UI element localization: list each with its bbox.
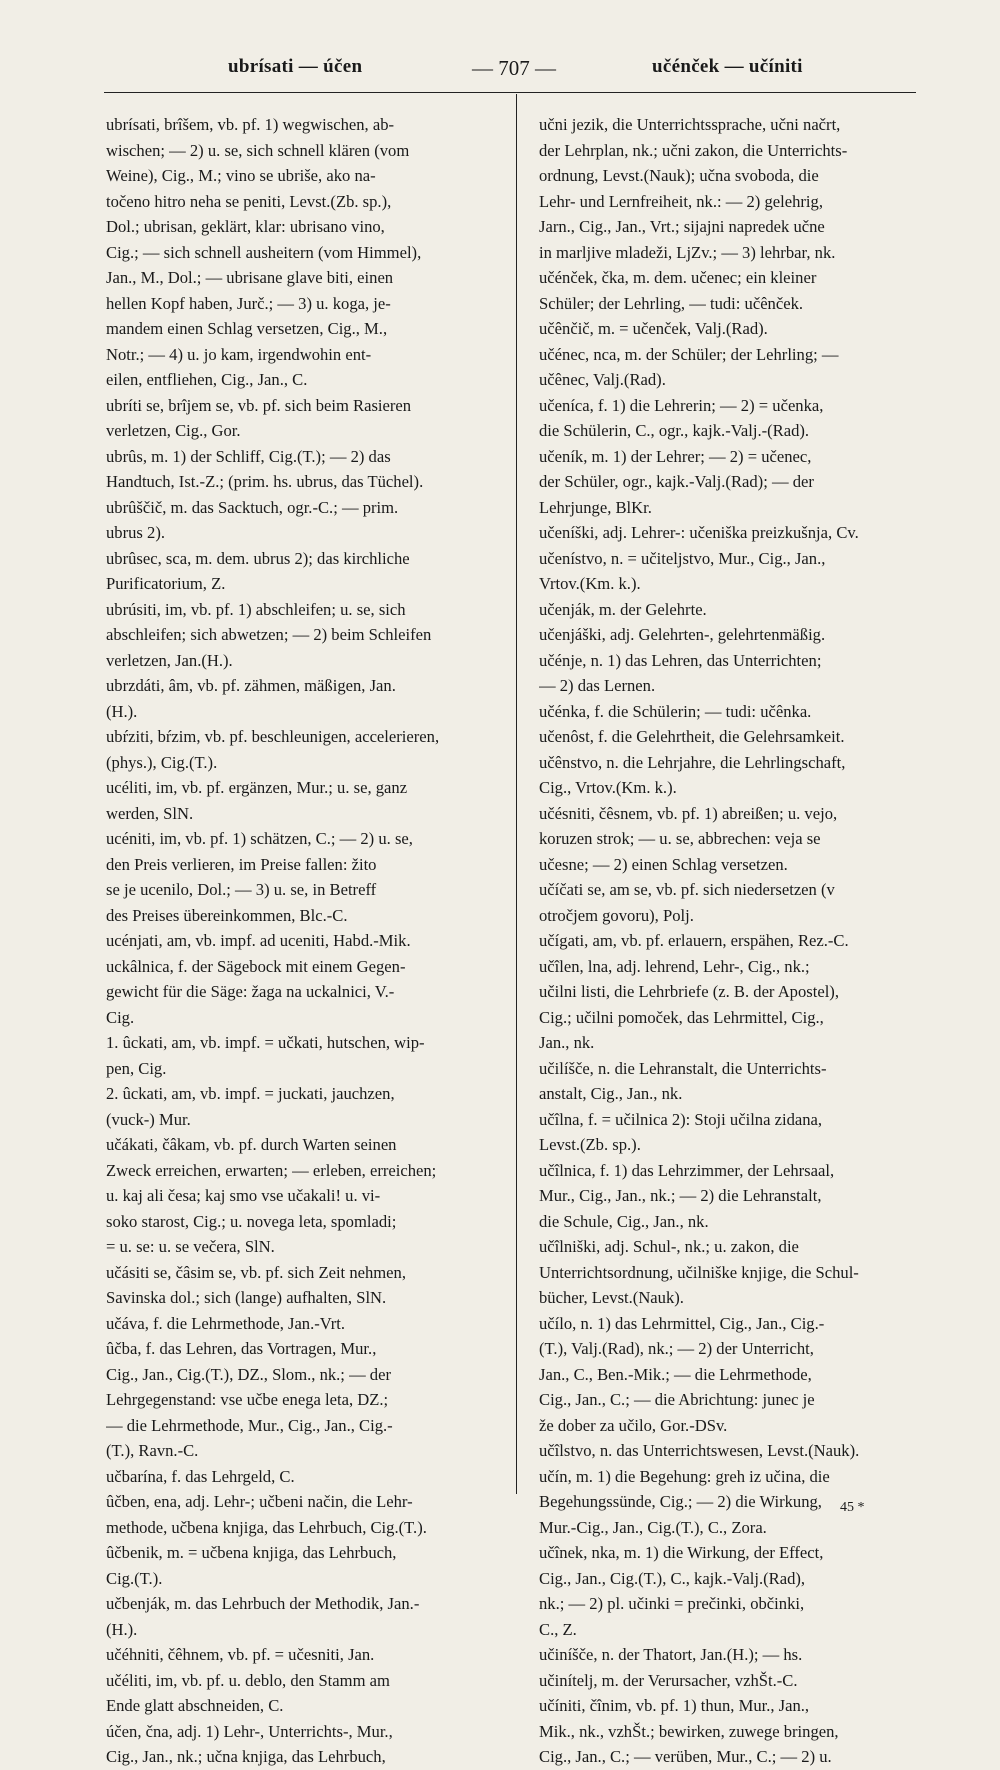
entry-line: uckâlnica, f. der Sägebock mit einem Gegen- <box>106 956 406 976</box>
entry-line: hellen Kopf haben, Jurč.; — 3) u. koga, je- <box>106 293 391 313</box>
entry-line: gewicht für die Säge: žaga na uckalnici, V.- <box>106 982 395 1001</box>
entry-line: Mik., nk., vzhŠt.; bewirken, zuwege bringen, <box>539 1721 839 1741</box>
entry-line: Begehungssünde, Cig.; — 2) die Wirkung, <box>539 1492 822 1511</box>
entry-line: verletzen, Jan.(H.). <box>106 650 233 670</box>
entry-line: ûčba, f. das Lehren, das Vortragen, Mur., <box>106 1339 377 1358</box>
entry-line: učíniti, čînim, vb. pf. 1) thun, Mur., Jan., <box>539 1696 810 1715</box>
entry-line: Cig., Vrtov.(Km. k.). <box>539 778 677 797</box>
entry-line: Dol.; ubrisan, geklärt, klar: ubrisano vino, <box>106 217 385 236</box>
entry-line: der Schüler, ogr., kajk.-Valj.(Rad); — der <box>539 472 814 491</box>
entry-line: učáva, f. die Lehrmethode, Jan.-Vrt. <box>106 1313 346 1333</box>
entry-line: učénec, nca, m. der Schüler; der Lehrling; — <box>539 344 839 364</box>
entry-line: Jan., M., Dol.; — ubrisane glave biti, einen <box>106 268 394 287</box>
entry-line: ubrísati, brîšem, vb. pf. 1) wegwischen, ab- <box>106 115 395 134</box>
entry-line: ucéniti, im, vb. pf. 1) schätzen, C.; — 2) u. se, <box>106 829 413 848</box>
entry-line: ûčbenik, m. = učbena knjiga, das Lehrbuch, <box>106 1543 397 1562</box>
entry-line: in marljive mladeži, LjZv.; — 3) lehrbar, nk. <box>539 242 836 262</box>
entry-line: učésniti, čêsnem, vb. pf. 1) abreißen; u. vejo, <box>539 803 838 823</box>
entry-line: anstalt, Cig., Jan., nk. <box>539 1084 683 1103</box>
entry-line: učíčati se, am se, vb. pf. sich niedersetzen (v <box>539 880 835 899</box>
entry-line: Lehrjunge, BlKr. <box>539 497 652 517</box>
header-rule <box>104 92 916 93</box>
entry-line: Schüler; der Lehrling, — tudi: učênček. <box>539 293 804 313</box>
entry-line: Lehr- und Lernfreiheit, nk.: — 2) gelehrig, <box>539 191 823 211</box>
entry-line: (H.). <box>106 1619 138 1639</box>
entry-line: učénka, f. die Schülerin; — tudi: učênka. <box>539 701 812 721</box>
page-header <box>0 56 1000 86</box>
entry-line: učênčič, m. = učenček, Valj.(Rad). <box>539 319 768 338</box>
entry-line: že dober za učilo, Gor.-DSv. <box>539 1415 728 1435</box>
entry-line: Cig.; — sich schnell ausheitern (vom Himmel), <box>106 242 422 262</box>
signature-mark: 45 * <box>840 1500 865 1515</box>
left-column <box>106 112 510 1770</box>
entry-line: otročjem govoru), Polj. <box>539 905 694 925</box>
entry-line: ubrûsec, sca, m. dem. ubrus 2); das kirchliche <box>106 548 410 568</box>
entry-line: ubrzdáti, âm, vb. pf. zähmen, mäßigen, Jan. <box>106 676 396 695</box>
entry-line: Levst.(Zb. sp.). <box>539 1135 641 1154</box>
entry-line: Mur.-Cig., Jan., Cig.(T.), C., Zora. <box>539 1517 767 1537</box>
entry-line: — die Lehrmethode, Mur., Cig., Jan., Cig.- <box>106 1415 393 1435</box>
entry-line: točeno hitro neha se peniti, Levst.(Zb. sp.), <box>106 191 392 211</box>
entry-line: Jan., nk. <box>539 1033 595 1052</box>
entry-line: Unterrichtsordnung, učilniške knjige, die Schul- <box>539 1262 859 1282</box>
entry-line: = u. se: u. se večera, SlN. <box>106 1237 275 1256</box>
entry-line: ucéliti, im, vb. pf. ergänzen, Mur.; u. se, ganz <box>106 778 408 797</box>
entry-line: C., Z. <box>539 1619 577 1639</box>
entry-line: der Lehrplan, nk.; učni zakon, die Unterrichts- <box>539 140 848 160</box>
page-number: — 707 — <box>472 56 556 80</box>
entry-line: pen, Cig. <box>106 1058 167 1078</box>
entry-line: ubrûs, m. 1) der Schliff, Cig.(T.); — 2) das <box>106 446 391 466</box>
entry-line: abschleifen; sich abwetzen; — 2) beim Schleifen <box>106 625 432 644</box>
entry-line: eilen, entfliehen, Cig., Jan., C. <box>106 370 308 389</box>
entry-line: Cig.; učilni pomoček, das Lehrmittel, Cig., <box>539 1007 824 1027</box>
entry-line: učenják, m. der Gelehrte. <box>539 599 707 619</box>
entry-line: den Preis verlieren, im Preise fallen: žito <box>106 854 377 874</box>
entry-line: učîlniški, adj. Schul-, nk.; u. zakon, die <box>539 1237 799 1256</box>
entry-line: Zweck erreichen, erwarten; — erleben, erreichen; <box>106 1160 437 1180</box>
entry-line: učenjáški, adj. Gelehrten-, gelehrtenmäßig. <box>539 625 826 644</box>
entry-line: verletzen, Cig., Gor. <box>106 421 241 440</box>
entry-line: ubríti se, brîjem se, vb. pf. sich beim Rasieren <box>106 395 412 415</box>
entry-line: Vrtov.(Km. k.). <box>539 574 641 593</box>
entry-line: wischen; — 2) u. se, sich schnell klären (vom <box>106 140 410 160</box>
entry-line: učiníšče, n. der Thatort, Jan.(H.); — hs. <box>539 1645 803 1664</box>
entry-line: učílo, n. 1) das Lehrmittel, Cig., Jan., Cig.- <box>539 1313 825 1333</box>
entry-line: Weine), Cig., M.; vino se ubriše, ako na- <box>106 166 376 185</box>
entry-line: učênec, Valj.(Rad). <box>539 370 666 389</box>
entry-line: učéhniti, čêhnem, vb. pf. = učesniti, Jan. <box>106 1645 375 1664</box>
entry-line: účen, čna, adj. 1) Lehr-, Unterrichts-, Mur., <box>106 1721 393 1741</box>
entry-line: učeník, m. 1) der Lehrer; — 2) = učenec, <box>539 446 812 466</box>
entry-line: Purificatorium, Z. <box>106 574 226 593</box>
entry-line: Cig., Jan., C.; — die Abrichtung: junec je <box>539 1390 815 1409</box>
entry-line: ubŕziti, bŕzim, vb. pf. beschleunigen, accelerieren, <box>106 727 440 746</box>
entry-line: (vuck-) Mur. <box>106 1109 191 1129</box>
entry-line: mandem einen Schlag versetzen, Cig., M., <box>106 319 388 338</box>
entry-line: učînek, nka, m. 1) die Wirkung, der Effect, <box>539 1543 824 1562</box>
entry-line: učénje, n. 1) das Lehren, das Unterrichten; <box>539 650 822 670</box>
entry-line: ubrûščič, m. das Sacktuch, ogr.-C.; — prim. <box>106 497 399 517</box>
entry-line: učilni listi, die Lehrbriefe (z. B. der Apostel), <box>539 982 839 1001</box>
entry-line: Jarn., Cig., Jan., Vrt.; sijajni napredek učne <box>539 217 825 236</box>
entry-line: učilíšče, n. die Lehranstalt, die Unterrichts- <box>539 1058 827 1078</box>
entry-line: ubrus 2). <box>106 523 165 542</box>
right-column <box>539 112 925 1770</box>
entry-line: učákati, čâkam, vb. pf. durch Warten seinen <box>106 1135 397 1154</box>
entry-line: učîlen, lna, adj. lehrend, Lehr-, Cig., nk.; <box>539 956 810 976</box>
header-right-guideword: učénček — učíniti <box>652 56 803 77</box>
entry-line: učîlstvo, n. das Unterrichtswesen, Levst.(Nauk). <box>539 1441 860 1460</box>
column-divider <box>516 94 517 1494</box>
entry-line: koruzen strok; — u. se, abbrechen: veja se <box>539 829 821 848</box>
entry-line: Cig., Jan., C.; — verüben, Mur., C.; — 2) u. <box>539 1747 832 1766</box>
entry-line: (phys.), Cig.(T.). <box>106 752 218 772</box>
entry-line: soko starost, Cig.; u. novega leta, spomladi; <box>106 1211 397 1231</box>
entry-line: die Schülerin, C., ogr., kajk.-Valj.-(Rad). <box>539 421 810 440</box>
entry-line: (H.). <box>106 701 138 721</box>
entry-line: Ende glatt abschneiden, C. <box>106 1696 284 1715</box>
entry-line: die Schule, Cig., Jan., nk. <box>539 1211 709 1231</box>
entry-line: Cig., Jan., Cig.(T.), DZ., Slom., nk.; — der <box>106 1364 391 1384</box>
entry-line: Cig. <box>106 1007 135 1027</box>
entry-line: werden, SlN. <box>106 803 194 823</box>
entry-line: učígati, am, vb. pf. erlauern, erspähen, Rez.-C. <box>539 931 849 950</box>
entry-line: (T.), Valj.(Rad), nk.; — 2) der Unterricht, <box>539 1339 814 1358</box>
entry-line: 1. ûckati, am, vb. impf. = učkati, hutschen, wip- <box>106 1033 425 1052</box>
entry-line: Lehrgegenstand: vse učbe enega leta, DZ.; <box>106 1390 389 1409</box>
entry-line: učénček, čka, m. dem. učenec; ein kleiner <box>539 268 817 287</box>
entry-line: Handtuch, Ist.-Z.; (prim. hs. ubrus, das Tüchel). <box>106 472 424 491</box>
entry-line: učinítelj, m. der Verursacher, vzhŠt.-C. <box>539 1670 798 1690</box>
entry-line: Notr.; — 4) u. jo kam, irgendwohin ent- <box>106 344 372 364</box>
entry-line: ubrúsiti, im, vb. pf. 1) abschleifen; u. se, sich <box>106 599 406 619</box>
entry-line: Cig.(T.). <box>106 1568 163 1588</box>
entry-line: bücher, Levst.(Nauk). <box>539 1288 684 1307</box>
entry-line: ordnung, Levst.(Nauk); učna svoboda, die <box>539 166 819 185</box>
entry-line: učîlna, f. = učilnica 2): Stoji učilna zidana, <box>539 1109 823 1129</box>
entry-line: učenístvo, n. = učiteljstvo, Mur., Cig., Jan., <box>539 548 826 568</box>
entry-line: Cig., Jan., Cig.(T.), C., kajk.-Valj.(Rad), <box>539 1568 806 1588</box>
entry-line: se je ucenilo, Dol.; — 3) u. se, in Betreff <box>106 880 377 899</box>
entry-line: Savinska dol.; sich (lange) aufhalten, SlN. <box>106 1288 387 1307</box>
entry-line: (T.), Ravn.-C. <box>106 1441 199 1460</box>
entry-line: učni jezik, die Unterrichtssprache, učni načrt, <box>539 115 841 134</box>
entry-line: učîlnica, f. 1) das Lehrzimmer, der Lehrsaal, <box>539 1160 835 1180</box>
entry-line: des Preises übereinkommen, Blc.-C. <box>106 905 348 925</box>
entry-line: 2. ûckati, am, vb. impf. = juckati, jauchzen, <box>106 1084 395 1103</box>
entry-line: — 2) das Lernen. <box>539 676 656 695</box>
entry-line: Jan., C., Ben.-Mik.; — die Lehrmethode, <box>539 1364 812 1384</box>
entry-line: nk.; — 2) pl. učinki = prečinki, občinki, <box>539 1594 805 1613</box>
entry-line: ucénjati, am, vb. impf. ad uceniti, Habd.-Mik. <box>106 931 411 950</box>
entry-line: Cig., Jan., nk.; učna knjiga, das Lehrbuch, <box>106 1747 386 1766</box>
entry-line: učenôst, f. die Gelehrtheit, die Gelehrsamkeit. <box>539 727 845 746</box>
entry-line: učéliti, im, vb. pf. u. deblo, den Stamm am <box>106 1670 390 1690</box>
entry-line: učeníški, adj. Lehrer-: učeniška preizkušnja, Cv. <box>539 523 859 542</box>
header-left-guideword: ubrísati — účen <box>228 56 363 77</box>
entry-line: u. kaj ali česa; kaj smo vse učakali! u. vi- <box>106 1186 381 1205</box>
entry-line: methode, učbena knjiga, das Lehrbuch, Cig.(T.). <box>106 1517 427 1537</box>
entry-line: učásiti se, čâsim se, vb. pf. sich Zeit nehmen, <box>106 1262 406 1282</box>
entry-line: ûčben, ena, adj. Lehr-; učbeni način, die Lehr- <box>106 1492 413 1511</box>
entry-line: učênstvo, n. die Lehrjahre, die Lehrlingschaft, <box>539 752 846 772</box>
entry-line: učbarína, f. das Lehrgeld, C. <box>106 1466 295 1486</box>
entry-line: učín, m. 1) die Begehung: greh iz učina, die <box>539 1466 830 1486</box>
entry-line: Mur., Cig., Jan., nk.; — 2) die Lehranstalt, <box>539 1186 822 1205</box>
entry-line: učeníca, f. 1) die Lehrerin; — 2) = učenka, <box>539 395 824 415</box>
entry-line: učbenják, m. das Lehrbuch der Methodik, Jan.- <box>106 1594 420 1613</box>
entry-line: učesne; — 2) einen Schlag versetzen. <box>539 854 788 874</box>
